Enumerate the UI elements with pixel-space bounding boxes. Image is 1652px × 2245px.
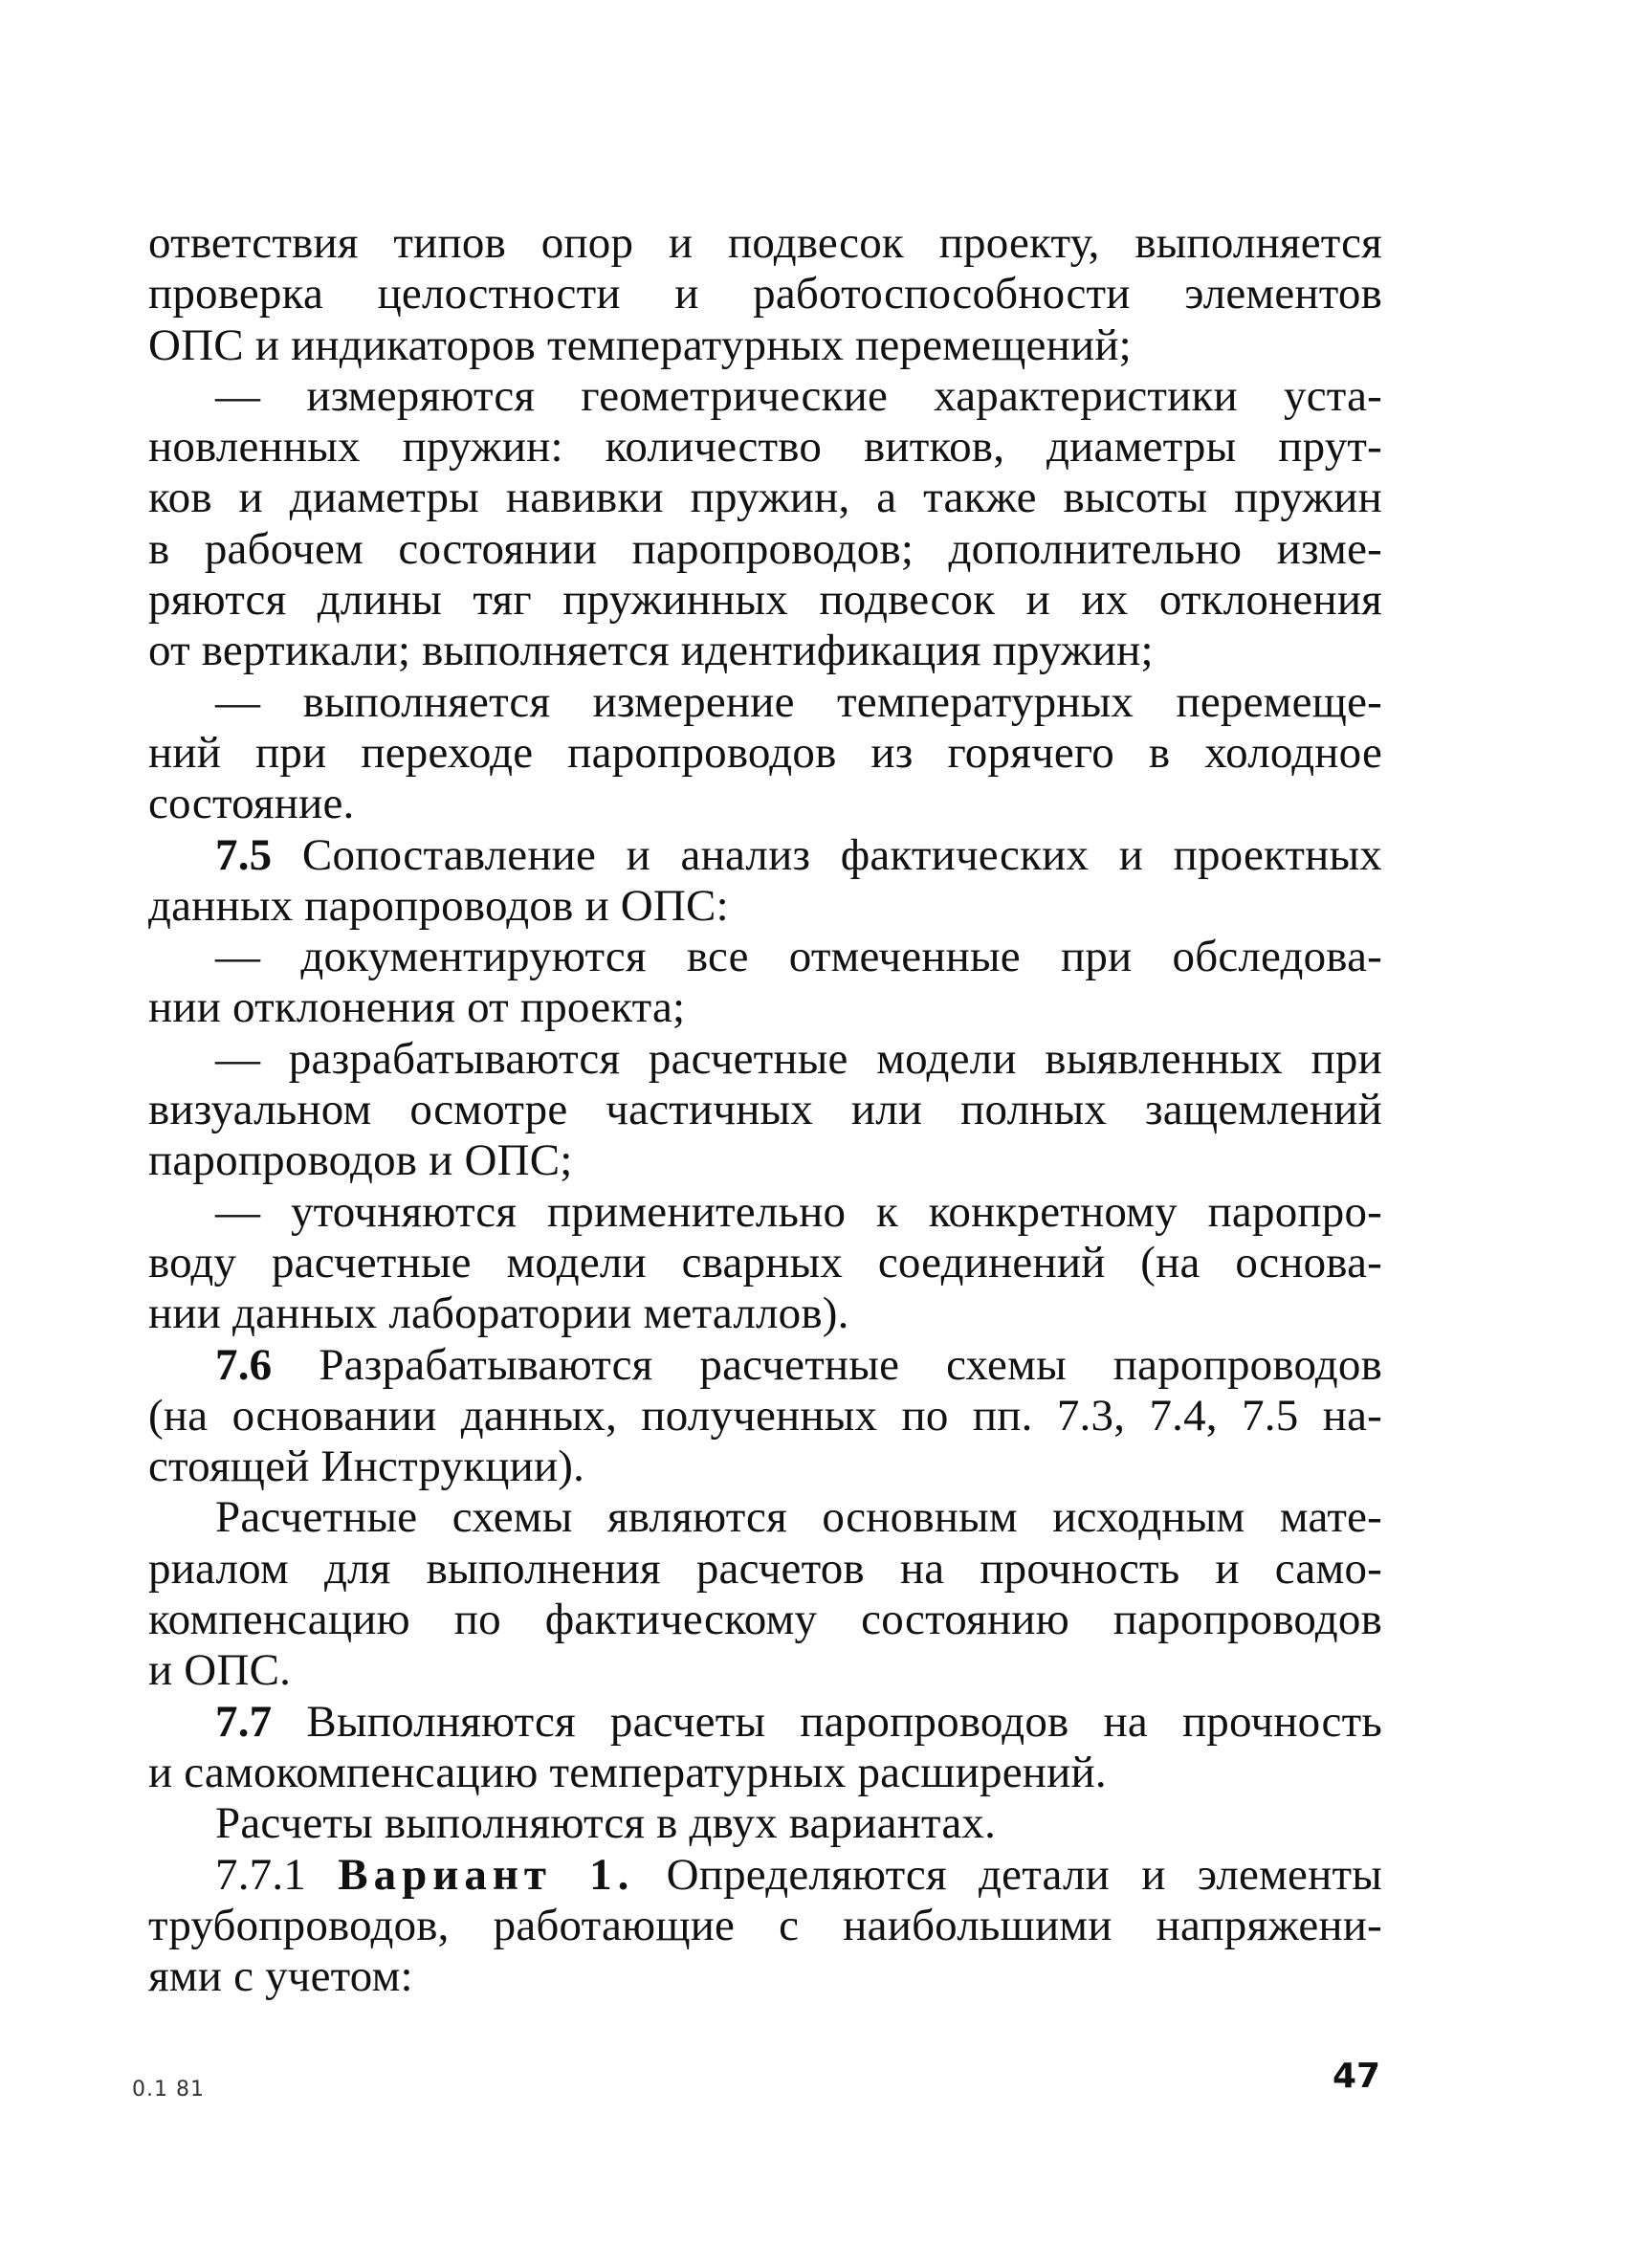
text-line: — уточняются применительно к конкретному паропро- [215, 1186, 1382, 1237]
text-line: новленных пружин: количество витков, диаметры прут- [148, 422, 1382, 473]
section-7-6-line: 7.6 Разрабатываются расчетные схемы паропроводов [215, 1339, 1382, 1390]
text-line: воду расчетные модели сварных соединений (на основа- [148, 1237, 1382, 1288]
text-line: (на основании данных, полученных по пп. 7.3, 7.4, 7.5 на- [148, 1390, 1382, 1441]
text-line: и самокомпенсацию температурных расширений. [148, 1747, 1107, 1797]
text-line: — измеряются геометрические характеристики уста- [215, 370, 1382, 421]
section-number: 7.7.1 [215, 1849, 306, 1900]
section-number: 7.5 [215, 829, 273, 880]
text-line: — документируются все отмеченные при обследова- [215, 932, 1382, 982]
footer-code: 0.1 81 [132, 2078, 205, 2102]
text-line: ями с учетом: [148, 1951, 413, 2002]
text-line: — разрабатываются расчетные модели выявленных при [215, 1033, 1382, 1084]
text-line: от вертикали; выполняется идентификация пружин; [148, 626, 1154, 676]
section-7-7-1-line: 7.7.1 Вариант 1. Определяются детали и элементы [215, 1849, 1382, 1900]
text-line: проверка целостности и работоспособности элементов [148, 269, 1382, 319]
section-number: 7.7 [215, 1696, 273, 1747]
text-line: состояние. [148, 779, 355, 829]
text-line: риалом для выполнения расчетов на прочность и само- [148, 1543, 1382, 1594]
text-line: ряются длины тяг пружинных подвесок и их отклонения [148, 575, 1382, 626]
text-line: Расчеты выполняются в двух вариантах. [215, 1798, 997, 1849]
text-line: трубопроводов, работающие с наибольшими напряжени- [148, 1900, 1382, 1950]
variant-label: Вариант 1. [338, 1849, 635, 1900]
text-line: — выполняется измерение температурных перемеще- [215, 676, 1382, 727]
text-line: визуальном осмотре частичных или полных защемлений [148, 1085, 1382, 1135]
page-number: 47 [1333, 2057, 1381, 2096]
section-number: 7.6 [215, 1339, 273, 1390]
text-line: паропроводов и ОПС; [148, 1135, 573, 1186]
body-text [148, 218, 1382, 2002]
text-line: компенсацию по фактическому состоянию паропроводов [148, 1595, 1382, 1645]
text-line: стоящей Инструкции). [148, 1442, 585, 1492]
text-line: в рабочем состоянии паропроводов; дополнительно изме- [148, 523, 1382, 574]
text-line: ков и диаметры навивки пружин, а также высоты пружин [148, 473, 1382, 523]
text-line: ответствия типов опор и подвесок проекту, выполняется [148, 218, 1382, 268]
text-line: нии данных лаборатории металлов). [148, 1288, 849, 1339]
text-line: ний при переходе паропроводов из горячего в холодное [148, 727, 1382, 778]
section-7-5-line: 7.5 Сопоставление и анализ фактических и проектных [215, 829, 1382, 880]
text-line: нии отклонения от проекта; [148, 982, 686, 1033]
text-line: и ОПС. [148, 1645, 292, 1696]
text-line: данных паропроводов и ОПС: [148, 880, 729, 931]
section-7-7-line: 7.7 Выполняются расчеты паропроводов на прочность [215, 1696, 1382, 1747]
text-line: ОПС и индикаторов температурных перемещений; [148, 319, 1132, 370]
text-line: Расчетные схемы являются основным исходным мате- [215, 1492, 1382, 1543]
